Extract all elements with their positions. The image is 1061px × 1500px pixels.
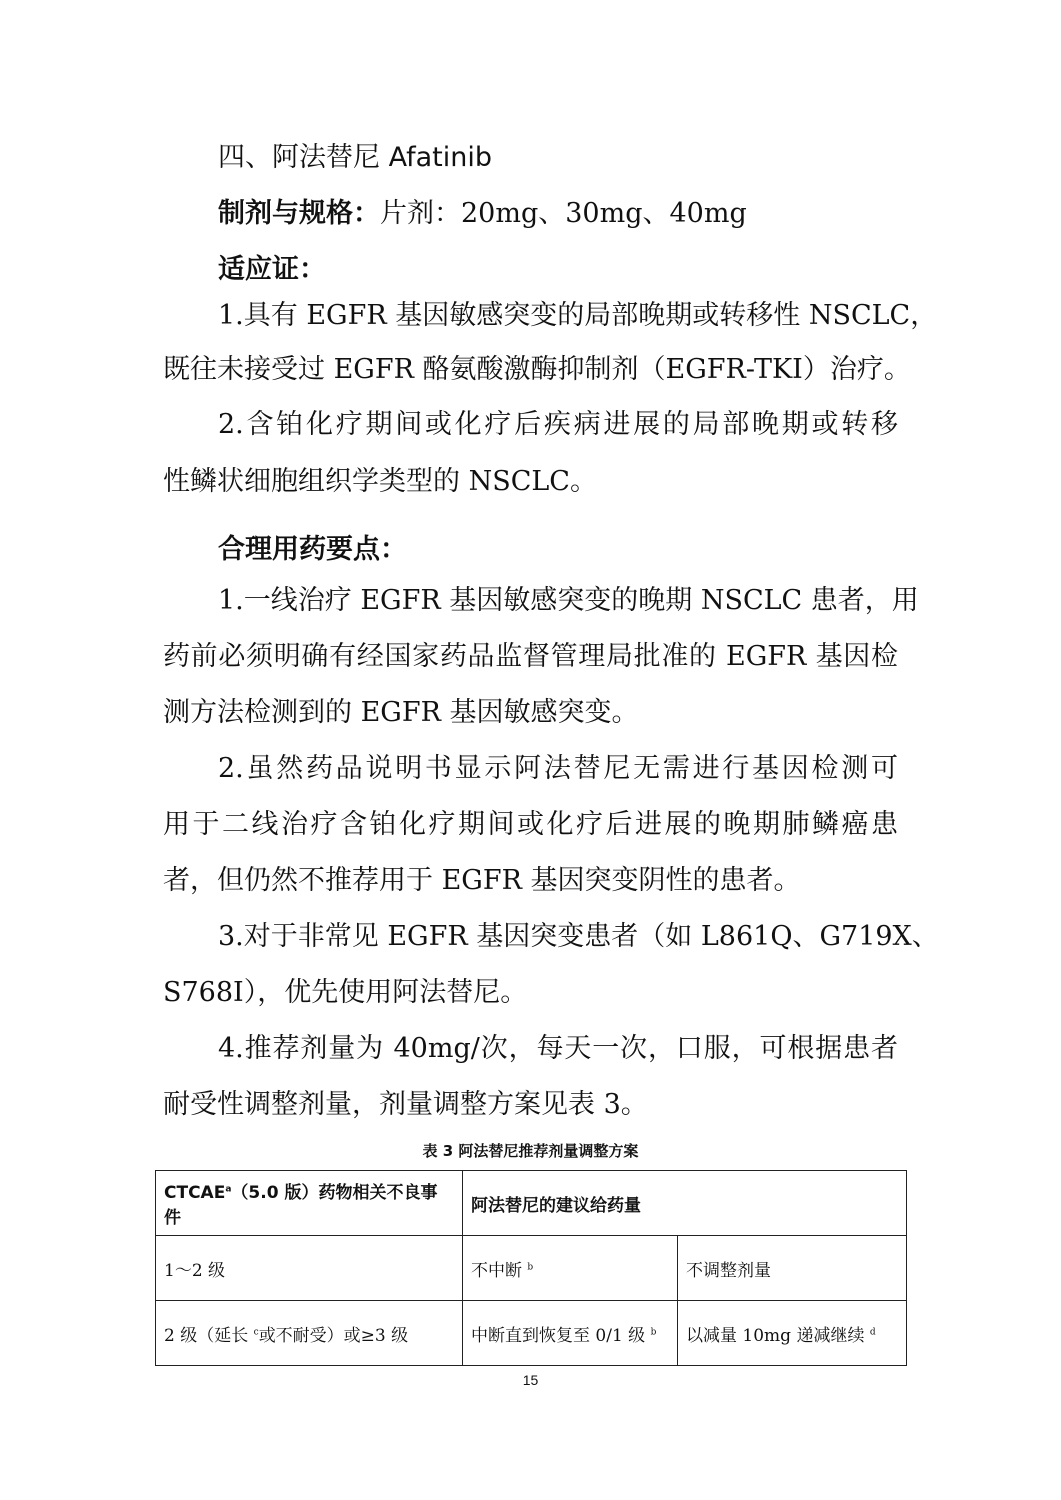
key-point-2-line-3: 者，但仍然不推荐用于 EGFR 基因突变阴性的患者。: [163, 865, 801, 896]
row-1-dose: 不调整剂量: [678, 1236, 907, 1301]
row-2-grade: 2 级（延长 $^c$或不耐受）或≥3 级: [156, 1301, 463, 1366]
table-row: [156, 1236, 907, 1301]
formulation-line: [218, 194, 747, 234]
header-adverse-event: CTCAE$^a$（5.0 版）药物相关不良事件: [156, 1171, 463, 1236]
key-point-4-line-1: 4.推荐剂量为 40mg/次，每天一次，口服，可根据患者: [218, 1033, 898, 1064]
key-point-3-line-2: S768I），优先使用阿法替尼。: [163, 977, 528, 1008]
row-2-action: 中断直到恢复至 0/1 级 $^b$: [463, 1301, 678, 1366]
indication-1-line-2: 既往未接受过 EGFR 酪氨酸激酶抑制剂（EGFR-TKI）治疗。: [163, 354, 911, 385]
key-point-1-line-2: 药前必须明确有经国家药品监督管理局批准的 EGFR 基因检: [163, 641, 898, 672]
key-point-2-line-1: 2.虽然药品说明书显示阿法替尼无需进行基因检测可: [218, 753, 898, 784]
row-1-action: 不中断 $^b$: [463, 1236, 678, 1301]
section-title: 四、阿法替尼 Afatinib: [218, 142, 492, 173]
row-2-dose: 以减量 10mg 递减继续 $^d$: [678, 1301, 907, 1366]
key-point-1-line-3: 测方法检测到的 EGFR 基因敏感突变。: [163, 697, 639, 728]
key-point-3-line-1: 3.对于非常见 EGFR 基因突变患者（如 L861Q、G719X、: [218, 921, 939, 952]
page-number: 15: [522, 1372, 539, 1388]
table-caption: 表 3 阿法替尼推荐剂量调整方案: [422, 1142, 639, 1160]
table-row: [156, 1301, 907, 1366]
row-1-grade: 1～2 级: [156, 1236, 463, 1301]
key-points-label: 合理用药要点：: [218, 534, 407, 565]
indication-2-line-2: 性鳞状细胞组织学类型的 NSCLC。: [163, 466, 597, 497]
dose-adjustment-table: [155, 1170, 907, 1366]
header-recommended-dose: 阿法替尼的建议给药量: [463, 1171, 907, 1236]
indications-label: 适应证：: [218, 254, 326, 285]
key-point-2-line-2: 用于二线治疗含铂化疗期间或化疗后进展的晚期肺鳞癌患: [163, 809, 898, 840]
key-point-1-line-1: 1.一线治疗 EGFR 基因敏感突变的晚期 NSCLC 患者，用: [218, 585, 919, 616]
indication-2-line-1: 2.含铂化疗期间或化疗后疾病进展的局部晚期或转移: [218, 409, 898, 440]
formulation-label: 制剂与规格：: [218, 198, 380, 229]
table-header-row: [156, 1171, 907, 1236]
formulation-value: 片剂：20mg、30mg、40mg: [380, 198, 747, 229]
indication-1-line-1: 1.具有 EGFR 基因敏感突变的局部晚期或转移性 NSCLC，: [218, 300, 938, 331]
key-point-4-line-2: 耐受性调整剂量，剂量调整方案见表 3。: [163, 1089, 648, 1120]
